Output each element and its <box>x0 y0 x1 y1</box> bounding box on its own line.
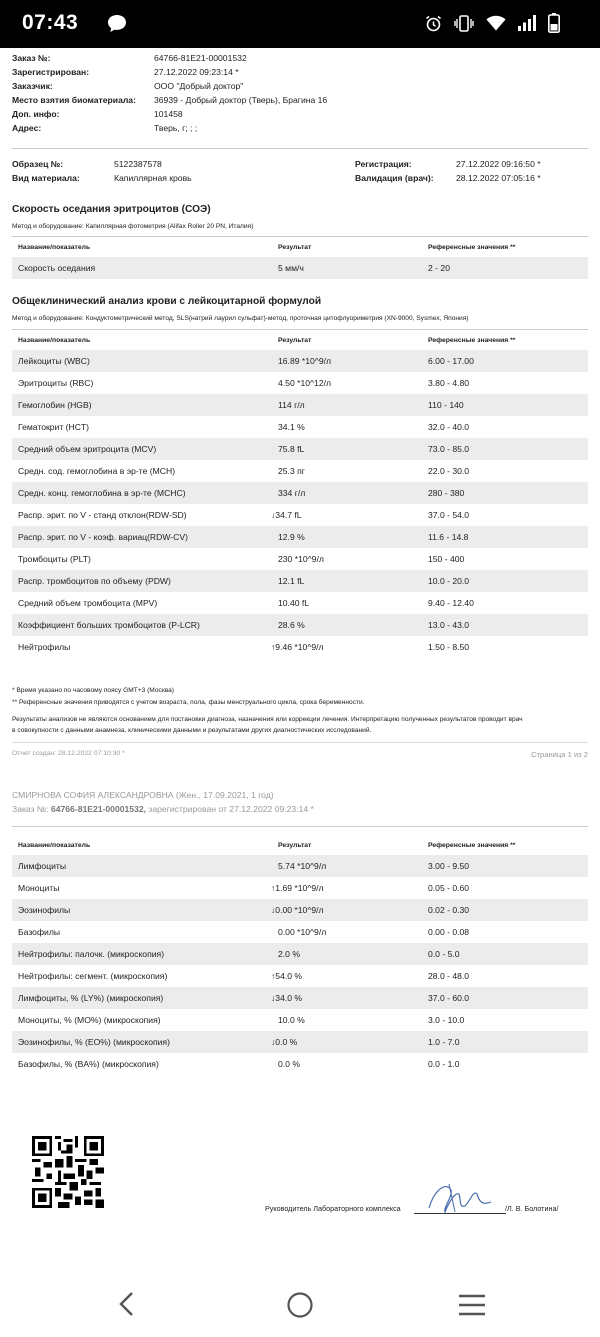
table-row: Коэффициент больших тромбоцитов (P-LCR) 28.6 % 13.0 - 43.0 <box>12 614 588 636</box>
battery-icon <box>548 13 560 38</box>
divider <box>12 148 588 149</box>
table-row: Тромбоциты (PLT) 230 *10^9/л 150 - 400 <box>18 554 465 564</box>
sample-number-label: Образец №: <box>12 159 64 169</box>
table-row: Гематокрит (HCT) 34.1 % 32.0 - 40.0 <box>18 422 470 432</box>
table-row: Средн. сод. гемоглобина в эр-те (MCH) 25.3 пг 22.0 - 30.0 <box>18 466 470 476</box>
order-line: Заказ №: 64766-81E21-00001532, зарегистрирован от 27.12.2022 09:23:14 * <box>12 804 314 814</box>
divider <box>12 826 588 827</box>
table-header: Название/показатель Результат Референсные значения ** <box>18 337 516 344</box>
table-row: Средний объем эритроцита (MCV) 75.8 fL 73.0 - 85.0 <box>12 438 588 460</box>
clock: 07:43 <box>22 11 79 34</box>
reference-note: ** Референсные значения приводятся с учетом возраста, пола, фазы менструального цикла, срока беременности. <box>12 699 365 706</box>
signal-icon <box>518 15 536 36</box>
table-row: Нейтрофилы ↑9.46 *10^9/л 1.50 - 8.50 <box>18 642 470 652</box>
extra-info-value: 101458 <box>154 109 183 119</box>
table-header: Название/показатель Результат Референсные значения ** <box>18 842 516 849</box>
collection-place-value: 36939 - Добрый доктор (Тверь), Брагина 16 <box>154 95 328 105</box>
registration-label: Регистрация: <box>355 159 412 169</box>
report-created: Отчет создан: 28.12.2022 07:10:30 * <box>12 750 125 757</box>
material-label: Вид материала: <box>12 173 80 183</box>
navigation-bar <box>0 1270 600 1337</box>
table-row: Нейтрофилы: сегмент. (микроскопия) ↑54.0 % 28.0 - 48.0 <box>18 971 470 981</box>
home-button[interactable] <box>286 1291 314 1324</box>
table-row: Лимфоциты 5.74 *10^9/л 3.00 - 9.50 <box>12 855 588 877</box>
wifi-icon <box>486 15 506 36</box>
divider <box>12 236 588 237</box>
esr-section-title: Скорость оседания эритроцитов (СОЭ) <box>12 204 211 215</box>
table-row: Лейкоциты (WBC) 16.89 *10^9/л 6.00 - 17.00 <box>12 350 588 372</box>
status-bar <box>0 0 600 48</box>
lab-report-document[interactable] <box>0 48 600 1270</box>
disclaimer-line-1: Результаты анализов не являются основанием для постановки диагноза, назначения или коррекции лечения. Интерпретацию полученных результатов проводит врач <box>12 716 523 723</box>
order-number-value: 64766-81E21-00001532 <box>154 53 247 63</box>
alarm-icon <box>425 15 442 37</box>
registered-label: Зарегистрирован: <box>12 67 90 77</box>
table-row: Эритроциты (RBC) 4.50 *10^12/л 3.80 - 4.80 <box>18 378 470 388</box>
table-row: Базофилы, % (BA%) (микроскопия) 0.0 % 0.0 - 1.0 <box>18 1059 460 1069</box>
message-notification-icon <box>107 14 127 38</box>
signature-name: /Л. В. Болотина/ <box>505 1204 559 1213</box>
signature-image <box>425 1178 495 1223</box>
cbc-method: Метод и оборудование: Кондуктометрический метод, SLS(натрий лаурил сульфат)-метод, проточная цитофлуориметрия (XN-9000, Sysmex, Япония) <box>12 315 469 322</box>
sample-number-value: 5122387578 <box>114 159 162 169</box>
table-row: Моноциты ↑1.69 *10^9/л 0.05 - 0.60 <box>18 883 470 893</box>
table-row: Моноциты, % (MO%) (микроскопия) 10.0 % 3.0 - 10.0 <box>18 1015 465 1025</box>
address-label: Адрес: <box>12 123 42 133</box>
customer-value: ООО "Добрый доктор" <box>154 81 244 91</box>
table-row: Эозинофилы, % (EO%) (микроскопия) ↓0.0 % 1.0 - 7.0 <box>12 1031 588 1053</box>
patient-info: СМИРНОВА СОФИЯ АЛЕКСАНДРОВНА (Жен., 17.09.2021, 1 год) <box>12 790 274 800</box>
registration-value: 27.12.2022 09:16:50 * <box>456 159 541 169</box>
table-row: Гемоглобин (HGB) 114 г/л 110 - 140 <box>12 394 588 416</box>
material-value: Капиллярная кровь <box>114 173 192 183</box>
disclaimer-line-2: в совокупности с данными анамнеза, клиническими данными и результатами других диагностических исследований. <box>12 727 372 734</box>
validation-label: Валидация (врач): <box>355 173 434 183</box>
table-row: Распр. эрит. по V - станд отклон(RDW-SD) ↓34.7 fL 37.0 - 54.0 <box>18 510 470 520</box>
esr-method: Метод и оборудование: Капиллярная фотометрия (Alifax Roller 20 PN, Италия) <box>12 223 254 230</box>
cbc-section-title: Общеклинический анализ крови с лейкоцитарной формулой <box>12 296 322 307</box>
table-row: Средн. конц. гемоглобина в эр-те (MCHC) 334 г/л 280 - 380 <box>12 482 588 504</box>
table-row: Распр. эрит. по V - коэф. вариац(RDW-CV) 12.9 % 11.6 - 14.8 <box>12 526 588 548</box>
order-number-label: Заказ №: <box>12 53 51 63</box>
qr-code <box>32 1136 104 1213</box>
extra-info-label: Доп. инфо: <box>12 109 60 119</box>
collection-place-label: Место взятия биоматериала: <box>12 95 136 105</box>
table-row: Лимфоциты, % (LY%) (микроскопия) ↓34.0 % 37.0 - 60.0 <box>12 987 588 1009</box>
table-header: Название/показатель Результат Референсные значения ** <box>18 244 516 251</box>
table-row: Распр. тромбоцитов по объему (PDW) 12.1 fL 10.0 - 20.0 <box>12 570 588 592</box>
divider <box>12 742 588 743</box>
page-number: Страница 1 из 2 <box>531 750 588 759</box>
address-value: Тверь, г; ; ; <box>154 123 198 133</box>
table-row: Эозинофилы ↓0.00 *10^9/л 0.02 - 0.30 <box>12 899 588 921</box>
customer-label: Заказчик: <box>12 81 53 91</box>
registered-value: 27.12.2022 09:23:14 * <box>154 67 239 77</box>
vibrate-icon <box>454 15 474 37</box>
divider <box>12 329 588 330</box>
signature-title: Руководитель Лабораторного комплекса <box>265 1204 401 1213</box>
validation-value: 28.12.2022 07:05:16 * <box>456 173 541 183</box>
timezone-note: * Время указано по часовому поясу GMT+3 (Москва) <box>12 687 174 694</box>
table-row: Нейтрофилы: палочк. (микроскопия) 2.0 % 0.0 - 5.0 <box>12 943 588 965</box>
recent-apps-button[interactable] <box>458 1294 486 1321</box>
table-row: Базофилы 0.00 *10^9/л 0.00 - 0.08 <box>18 927 470 937</box>
table-row: Скорость оседания 5 мм/ч 2 - 20 <box>12 257 588 279</box>
back-button[interactable] <box>116 1290 136 1323</box>
table-row: Средний объем тромбоцита (MPV) 10.40 fL 9.40 - 12.40 <box>18 598 474 608</box>
